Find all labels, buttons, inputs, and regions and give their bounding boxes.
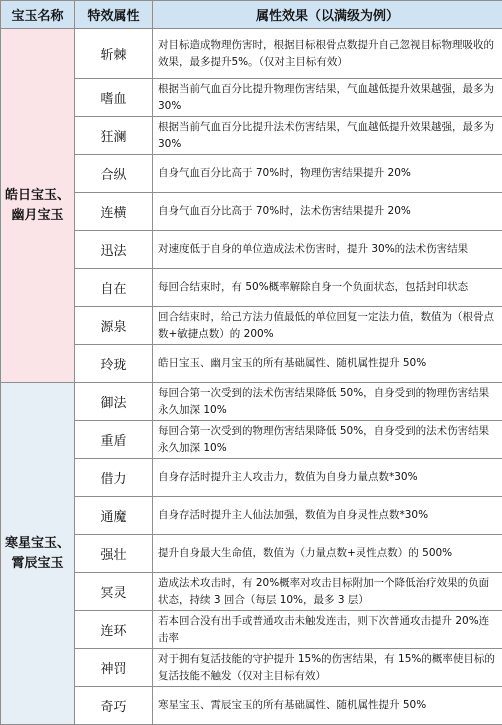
group-name-line2: 幽月宝玉: [1, 206, 74, 226]
table-row: [1, 535, 502, 573]
effect-description: 自身存活时提升主人仙法加强，数值为自身灵性点数*30%: [153, 497, 502, 535]
effect-name: 神罚: [75, 649, 153, 687]
effect-description: 寒星宝玉、霄辰宝玉的所有基础属性、随机属性提升 50%: [153, 687, 502, 725]
effect-name: 通魔: [75, 497, 153, 535]
effect-description: 自身气血百分比高于 70%时，法术伤害结果提升 20%: [153, 193, 502, 231]
header-attribute-effect: 属性效果（以满级为例）: [153, 1, 502, 29]
table-row: [1, 383, 502, 421]
effect-name: 御法: [75, 383, 153, 421]
effect-description: 自身气血百分比高于 70%时，物理伤害结果提升 20%: [153, 155, 502, 193]
effect-description: 若本回合没有出手或普通攻击未触发连击，则下次普通攻击提升 20%连击率: [153, 611, 502, 649]
effect-name: 强壮: [75, 535, 153, 573]
table-row: [1, 649, 502, 687]
effect-description: 造成法术攻击时，有 20%概率对攻击目标附加一个降低治疗效果的负面状态，持续 3 回合（每层 10%，最多 3 层）: [153, 573, 502, 611]
effect-name: 奇巧: [75, 687, 153, 725]
effect-description: 每回合结束时，有 50%概率解除自身一个负面状态，包括封印状态: [153, 269, 502, 307]
table-row: [1, 459, 502, 497]
effect-name: 冥灵: [75, 573, 153, 611]
group-name-cell: [1, 29, 75, 383]
effect-description: 对于拥有复活技能的守护提升 15%的伤害结果，有 15%的概率使目标的复活技能不触发（仅对主目标有效）: [153, 649, 502, 687]
effect-description: 提升自身最大生命值，数值为（力量点数+灵性点数）的 500%: [153, 535, 502, 573]
group-name-line2: 霄辰宝玉: [1, 554, 74, 574]
effect-name: 合纵: [75, 155, 153, 193]
effect-description: 皓日宝玉、幽月宝玉的所有基础属性、随机属性提升 50%: [153, 345, 502, 383]
effect-name: 连环: [75, 611, 153, 649]
effect-name: 嗜血: [75, 79, 153, 117]
table-row: [1, 687, 502, 725]
table-row: [1, 117, 502, 155]
effect-name: 迅法: [75, 231, 153, 269]
group-name-line1: 皓日宝玉、: [1, 186, 74, 206]
effect-name: 借力: [75, 459, 153, 497]
table-row: [1, 231, 502, 269]
header-row: [1, 1, 502, 29]
header-effect-attribute: 特效属性: [75, 1, 153, 29]
effect-description: 对速度低于自身的单位造成法术伤害时，提升 30%的法术伤害结果: [153, 231, 502, 269]
table-row: [1, 611, 502, 649]
effect-description: 根据当前气血百分比提升法术伤害结果，气血越低提升效果越强，最多为 30%: [153, 117, 502, 155]
effect-name: 连横: [75, 193, 153, 231]
table-row: [1, 497, 502, 535]
table-row: [1, 307, 502, 345]
effect-name: 狂澜: [75, 117, 153, 155]
effect-name: 自在: [75, 269, 153, 307]
effect-name: 玲珑: [75, 345, 153, 383]
group-name-line1: 寒星宝玉、: [1, 534, 74, 554]
effect-description: 对目标造成物理伤害时，根据目标根骨点数提升自己忽视目标物理吸收的效果，最多提升5%。（仅对主目标有效）: [153, 29, 502, 79]
table-row: [1, 193, 502, 231]
table-row: [1, 79, 502, 117]
effect-name: 重盾: [75, 421, 153, 459]
effect-description: 回合结束时，给己方法力值最低的单位回复一定法力值，数值为（根骨点数+敏捷点数）的 200%: [153, 307, 502, 345]
table-row: [1, 269, 502, 307]
effect-name: 源泉: [75, 307, 153, 345]
table-row: [1, 155, 502, 193]
header-gem-name: 宝玉名称: [1, 1, 75, 29]
table-row: [1, 421, 502, 459]
effect-description: 根据当前气血百分比提升物理伤害结果，气血越低提升效果越强，最多为 30%: [153, 79, 502, 117]
effect-description: 每回合第一次受到的法术伤害结果降低 50%，自身受到的物理伤害结果永久加深 10%: [153, 383, 502, 421]
table-row: [1, 573, 502, 611]
table-row: [1, 345, 502, 383]
effect-description: 每回合第一次受到的物理伤害结果降低 50%，自身受到的法术伤害结果永久加深 10%: [153, 421, 502, 459]
group-name-cell: [1, 383, 75, 725]
effect-description: 自身存活时提升主人攻击力，数值为自身力量点数*30%: [153, 459, 502, 497]
effect-name: 斩棘: [75, 29, 153, 79]
table-row: [1, 29, 502, 79]
